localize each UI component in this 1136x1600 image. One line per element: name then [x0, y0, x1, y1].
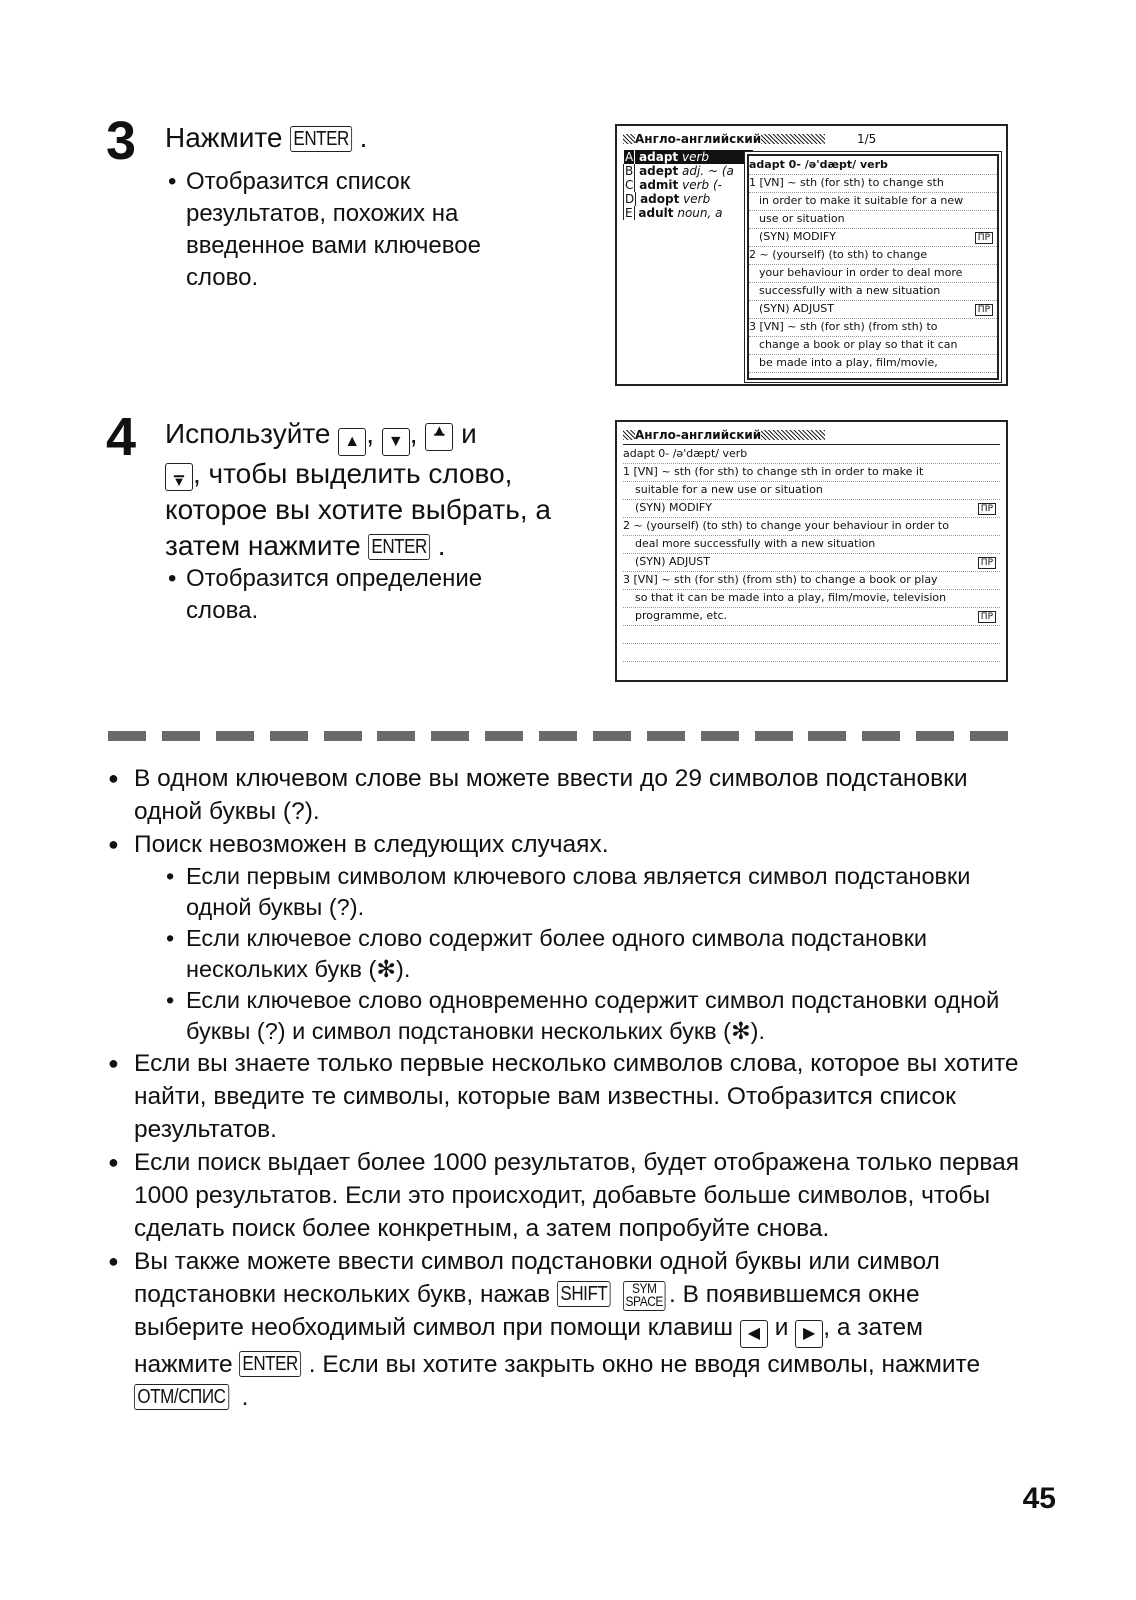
enter-key: ENTER — [290, 126, 352, 152]
shift-key: SHIFT — [557, 1281, 611, 1307]
result-counter: 1/5 — [857, 132, 877, 146]
popup-line: in order to make it suitable for a new — [749, 192, 997, 211]
preview-popup — [747, 154, 999, 380]
popup-line: your behaviour in order to deal more — [749, 264, 997, 283]
definition-line: 2 ~ (yourself) (to sth) to change your behaviour in order to — [623, 517, 1000, 536]
step-4-number: 4 — [106, 407, 137, 467]
note-item: ● Если поиск выдает более 1000 результатов, будет отображена только первая 1000 результатов. Если это происходит, добавьте больше символов, чтобы сделать поиск более конкретным, а затем попробуйте снова. — [108, 1146, 1028, 1245]
popup-line: (SYN) ADJUST ПР — [749, 300, 997, 319]
step-3-bullet-line: введенное вами ключевое — [186, 232, 481, 259]
definition-line: adapt 0- /ə'dæpt/ verb — [623, 445, 1000, 464]
step-4-instruction: Используйте ▲ , ▼ , ▲ ▔ и ▁ ▼ , чтобы выделить слово, которое вы хотите выбрать, а затем нажмите ENTER . — [165, 416, 595, 564]
hatch-icon — [623, 134, 635, 144]
popup-line: adapt 0- /ə'dæpt/ verb — [749, 156, 997, 175]
popup-line: change a book or play so that it can — [749, 336, 997, 355]
popup-line: 3 [VN] ~ sth (for sth) (from sth) to — [749, 318, 997, 337]
note-subitem: • Если первым символом ключевого слова является символ подстановки одной буквы (?). — [108, 861, 1028, 923]
list-item[interactable]: C admit verb (- — [625, 178, 722, 192]
step-3-number: 3 — [106, 111, 137, 171]
step-4-line3: которое вы хотите выбрать, а — [165, 494, 551, 525]
note-item: ● В одном ключевом слове вы можете ввести до 29 символов подстановки одной буквы (?). — [108, 762, 1028, 828]
definition-body — [623, 444, 1000, 677]
arrow-up-icon: ▲ — [338, 428, 366, 456]
page-down-icon: ▁ ▼ — [165, 463, 193, 491]
hatch-icon — [623, 430, 635, 440]
arrow-down-icon: ▼ — [382, 428, 410, 456]
list-item[interactable]: E adult noun, a — [625, 206, 723, 220]
page-number: 45 — [1022, 1482, 1056, 1515]
popup-line: successfully with a new situation — [749, 282, 997, 301]
enter-key: ENTER — [368, 534, 430, 560]
step-4-bullet-line: слова. — [186, 597, 259, 624]
result-list — [623, 150, 753, 220]
list-item[interactable]: B adept adj. ~ (a — [625, 164, 734, 178]
step-3-bullet-line: Отобразится список — [186, 168, 411, 195]
note-item: ● Поиск невозможен в следующих случаях. — [108, 828, 1028, 861]
screen-search-results — [615, 124, 1008, 386]
step-4-bullet: • Отобразится определение слова. — [186, 563, 482, 627]
notes-list — [108, 762, 1028, 1414]
definition-line: programme, etc. ПР — [623, 607, 1000, 626]
definition-line: so that it can be made into a play, film/movie, television — [623, 589, 1000, 608]
definition-line: suitable for a new use or situation — [623, 481, 1000, 500]
note-subitem: • Если ключевое слово содержит более одного символа подстановки нескольких букв (✻). — [108, 923, 1028, 985]
step-3-bullet-line: слово. — [186, 264, 259, 291]
esc-list-key: ОТМ/СПИС — [134, 1384, 229, 1410]
step-3-bullet-line: результатов, похожих на — [186, 200, 459, 227]
popup-line: be made into a play, film/movie, — [749, 354, 997, 373]
note-item: ● Если вы знаете только первые несколько символов слова, которое вы хотите найти, введите те символы, которые вам известны. Отобразится список результатов. — [108, 1047, 1028, 1146]
hatch-icon — [761, 134, 825, 144]
step-4-line4: затем нажмите — [165, 530, 361, 561]
definition-line: 3 [VN] ~ sth (for sth) (from sth) to change a book or play — [623, 571, 1000, 590]
definition-line — [623, 643, 1000, 662]
note-item: ● Вы также можете ввести символ подстановки одной буквы или символ подстановки нескольких букв, нажав SHIFT SYM SPACE . В появившемся окне выберите необходимый символ при помощи клавиш ◀ и ▶ , а затем нажмите ENTER . Если вы хотите закрыть окно не вводя символы, нажмите ОТМ/СПИС . — [108, 1245, 1028, 1414]
dashed-divider — [108, 731, 1008, 741]
step-4-and: и — [461, 418, 477, 449]
step-3-text: Нажмите — [165, 122, 283, 153]
definition-line: (SYN) ADJUST ПР — [623, 553, 1000, 572]
definition-line: (SYN) MODIFY ПР — [623, 499, 1000, 518]
definition-line — [623, 625, 1000, 644]
definition-line: deal more successfully with a new situation — [623, 535, 1000, 554]
popup-line: (SYN) MODIFY ПР — [749, 228, 997, 247]
note-subitem: • Если ключевое слово одновременно содержит символ подстановки одной буквы (?) и символ подстановки нескольких букв (✻). — [108, 985, 1028, 1047]
page-up-icon: ▲ ▔ — [425, 423, 453, 451]
enter-key: ENTER — [239, 1351, 301, 1377]
definition-line: 1 [VN] ~ sth (for sth) to change sth in order to make it — [623, 463, 1000, 482]
step-4-bullet-line: Отобразится определение — [186, 565, 483, 592]
screen-definition — [615, 420, 1008, 682]
popup-line: 2 ~ (yourself) (to sth) to change — [749, 246, 997, 265]
arrow-left-icon: ◀ — [740, 1320, 768, 1348]
step-3-instruction: Нажмите ENTER . — [165, 122, 368, 153]
step-4-line2: , чтобы выделить слово, — [193, 458, 513, 489]
sym-space-key: SYM SPACE — [623, 1281, 665, 1311]
step-4-text: Используйте — [165, 418, 331, 449]
popup-line: 1 [VN] ~ sth (for sth) to change sth — [749, 174, 997, 193]
list-item[interactable]: A adapt verb — [623, 150, 753, 164]
arrow-right-icon: ▶ — [795, 1320, 823, 1348]
screen-title: Англо-английский — [623, 428, 825, 442]
hatch-icon — [761, 430, 825, 440]
screen-title: Англо-английский — [623, 132, 825, 146]
popup-line: use or situation — [749, 210, 997, 229]
list-item[interactable]: D adopt verb — [625, 192, 711, 206]
step-3-bullet: • Отобразится список результатов, похожих на введенное вами ключевое слово. — [186, 166, 481, 294]
